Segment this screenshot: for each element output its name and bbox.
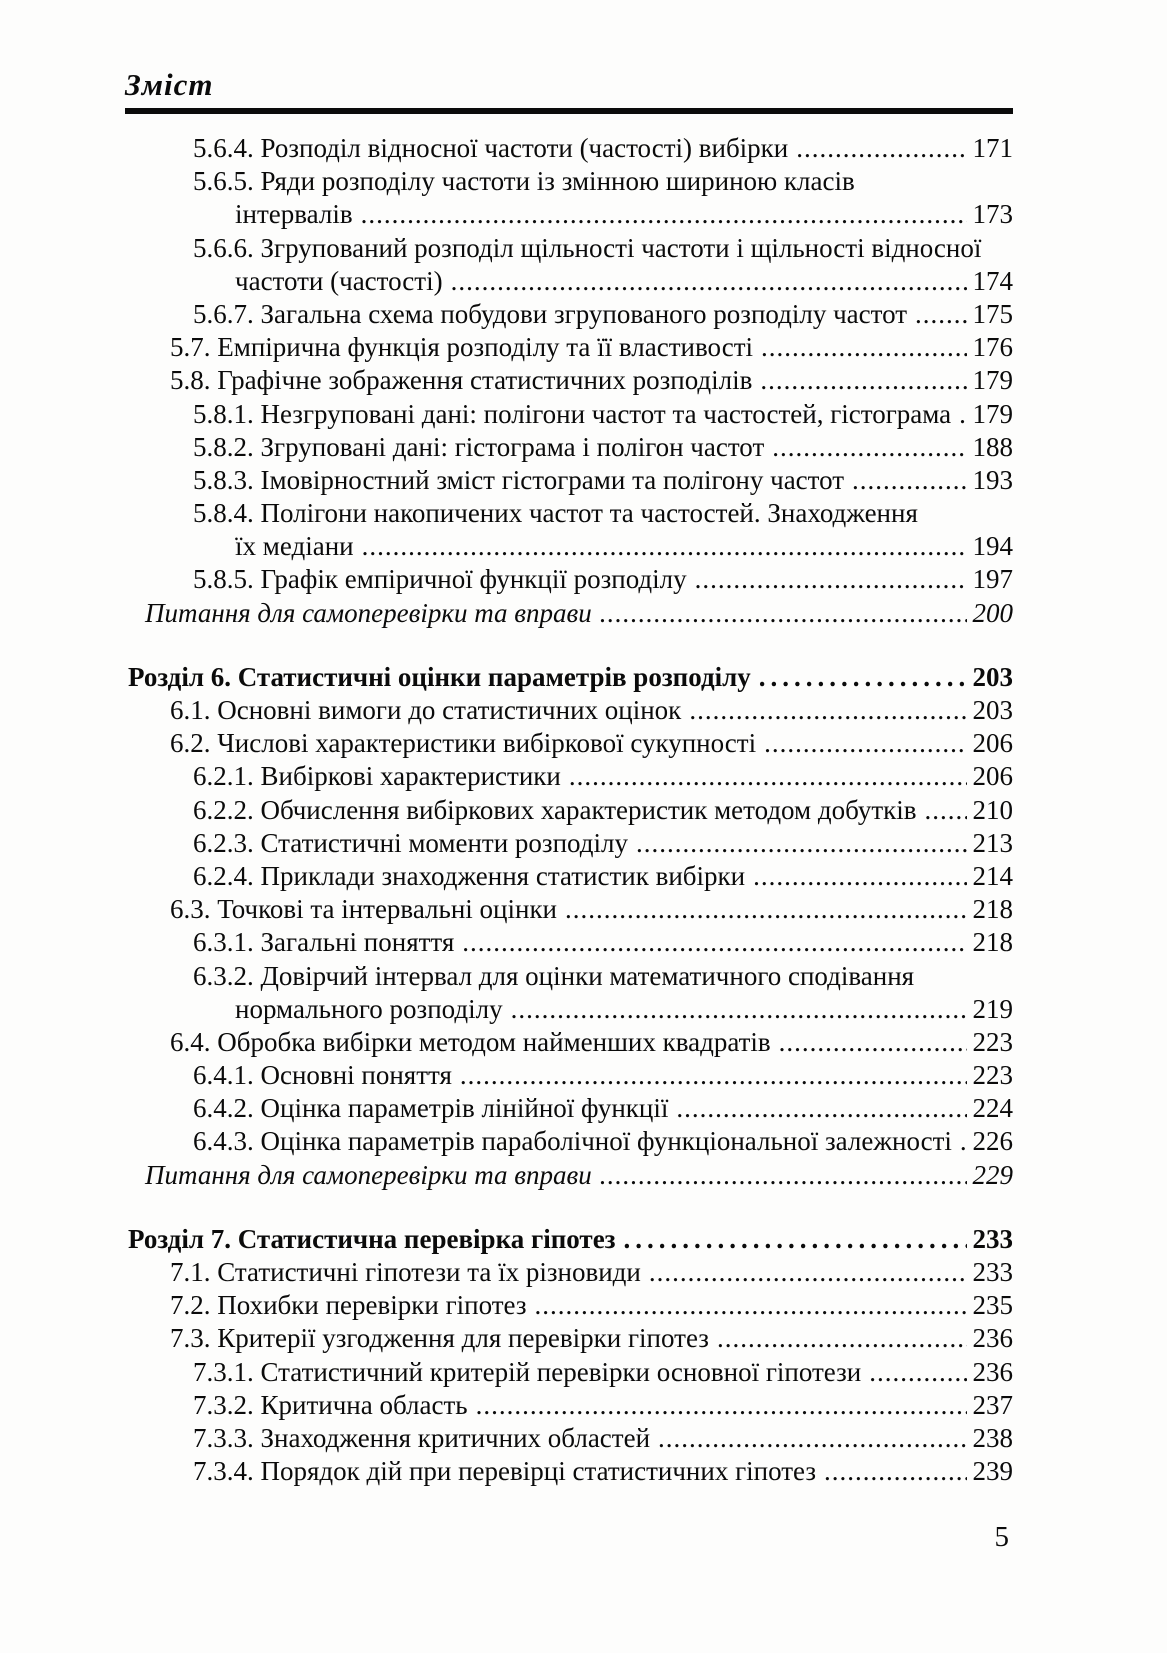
toc-entry-label: 6.3.2. Довірчий інтервал для оцінки математичного сподівання [193,960,915,991]
dot-leader [676,1092,966,1125]
dot-leader [511,993,967,1026]
dot-leader [624,1223,967,1256]
toc-entry-label: 6.2.2. Обчислення вибіркових характеристик методом добутків [193,794,917,825]
toc-entry [125,597,1013,630]
toc-entry [125,431,1013,464]
dot-leader [689,694,966,727]
toc-entry [125,530,1013,563]
toc-entry-label: 5.8.3. Імовірностний зміст гістограми та полігону частот [193,464,845,495]
toc-entry-label: 7.3. Критерії узгодження для перевірки гіпотез [170,1323,709,1354]
dot-leader [649,1256,967,1289]
toc-entry-label: Питання для самоперевірки та вправи [145,1159,592,1190]
toc-entry-label: 5.6.5. Ряди розподілу частоти із змінною шириною класів [193,166,855,197]
toc-entry-label: 6.4. Обробка вибірки методом найменших квадратів [170,1026,771,1057]
dot-leader [460,1059,967,1092]
dot-leader [569,760,967,793]
dot-leader [636,827,967,860]
toc-entry-label: 5.7. Емпірична функція розподілу та її властивості [170,332,754,363]
toc-entry [125,265,1013,298]
toc-entry-label: 7.3.2. Критична область [193,1389,468,1420]
toc-entry [125,464,1013,497]
dot-leader [959,398,966,431]
toc-entry-page-number: 218 [972,927,1013,958]
toc-entry-page-number: 179 [972,398,1013,429]
toc-entry [125,165,1013,198]
toc-entry-page-number: 210 [972,794,1013,825]
dot-leader [915,298,966,331]
toc-entry [125,694,1013,727]
dot-leader [869,1356,966,1389]
toc-entry-label: Розділ 6. Статистичні оцінки параметрів розподілу [128,661,751,692]
toc-entry [125,1092,1013,1125]
toc-entry [125,960,1013,993]
toc-entry-label: 5.8.1. Незгруповані дані: полігони частот та частостей, гістограма [193,398,952,429]
toc-entry-label: 5.6.6. Згрупований розподіл щільності частоти і щільності відносної [193,232,982,263]
toc-entry [125,926,1013,959]
toc-entry-label: нормального розподілу [235,993,503,1024]
toc-entry-page-number: 175 [972,298,1013,329]
dot-leader [796,132,966,165]
dot-leader [717,1322,967,1355]
toc-entry [125,132,1013,165]
dot-leader [476,1389,967,1422]
toc-entry-page-number: 238 [972,1422,1013,1453]
toc-entry-label: Розділ 7. Статистична перевірка гіпотез [128,1223,616,1254]
toc-entry-page-number: 173 [972,199,1013,230]
toc-entry-page-number: 235 [972,1290,1013,1321]
toc-entry-page-number: 179 [972,365,1013,396]
toc-entry [125,1422,1013,1455]
toc-entry-page-number: 213 [972,827,1013,858]
toc-entry-page-number: 223 [972,1026,1013,1057]
toc-entry-page-number: 206 [972,761,1013,792]
toc-entry-label: 7.1. Статистичні гіпотези та їх різновиди [170,1257,641,1287]
toc-entry [125,760,1013,793]
toc-entry-label: 6.4.2. Оцінка параметрів лінійної функції [193,1093,669,1124]
toc-entry-label: 6.3.1. Загальні поняття [193,927,455,958]
toc-entry-label: 5.8.5. Графік емпіричної функції розподілу [193,564,687,595]
toc-entry [125,298,1013,331]
toc-entry [125,364,1013,397]
toc-entry-page-number: 171 [972,133,1013,163]
dot-leader [451,265,967,298]
toc-entry [125,497,1013,530]
toc-entry-label: 6.4.1. Основні поняття [193,1060,452,1091]
toc-entry [125,1389,1013,1422]
dot-leader [600,1159,967,1192]
toc-entry-label: 6.1. Основні вимоги до статистичних оцінок [170,695,682,725]
dot-leader [824,1455,966,1488]
toc-entry-page-number: 218 [972,894,1013,925]
toc-entry [125,198,1013,231]
toc-entry [125,794,1013,827]
dot-leader [362,530,967,563]
dot-leader [960,1125,967,1158]
toc-entry-label: інтервалів [235,199,353,230]
toc-entry [125,1059,1013,1092]
header-rule [125,108,1013,114]
toc-entry [125,563,1013,596]
dot-leader [695,563,967,596]
toc-entry-page-number: 203 [972,695,1013,725]
toc-entry-page-number: 193 [972,464,1013,495]
page-number: 5 [994,1521,1009,1553]
toc-chapter-entry [125,661,1013,694]
dot-leader [600,597,967,630]
toc-entry-label: їх медіани [235,531,354,562]
toc-entry-label: 6.2. Числові характеристики вибіркової сукупності [170,728,757,759]
toc-entry-page-number: 223 [972,1060,1013,1091]
toc-entry-label: 7.3.1. Статистичний критерій перевірки основної гіпотези [193,1356,862,1387]
toc-entry [125,727,1013,760]
toc-entry-label: 7.3.3. Знаходження критичних областей [193,1422,651,1453]
toc-entry-label: Питання для самоперевірки та вправи [145,597,592,628]
toc-entry [125,1026,1013,1059]
toc-entry-label: 6.2.4. Приклади знаходження статистик вибірки [193,860,746,891]
toc-entry-page-number: 233 [972,1223,1013,1254]
dot-leader [753,860,966,893]
toc-entry [125,1289,1013,1322]
dot-leader [760,364,966,397]
toc-entry [125,993,1013,1026]
toc-entry [125,398,1013,431]
dot-leader [925,794,967,827]
toc-entry-page-number: 236 [972,1323,1013,1354]
toc-entry-label: 5.6.7. Загальна схема побудови згрупованого розподілу частот [193,298,908,329]
toc-entry-label: 5.8. Графічне зображення статистичних розподілів [170,365,753,396]
toc-entry-label: 6.3. Точкові та інтервальні оцінки [170,894,558,925]
toc-entry-page-number: 197 [972,564,1013,595]
page-title: Зміст [125,67,214,102]
toc-entry-page-number: 214 [972,860,1013,891]
toc-entry [125,1125,1013,1158]
dot-leader [772,431,966,464]
dot-leader [658,1422,966,1455]
toc-entry-page-number: 229 [972,1159,1013,1190]
toc-entry [125,331,1013,364]
toc-entry-page-number: 176 [972,332,1013,363]
toc-entry [125,1159,1013,1192]
toc-entry-page-number: 237 [972,1389,1013,1420]
toc-entry-page-number: 200 [972,597,1013,628]
dot-leader [764,727,966,760]
toc-entry-label: 6.2.1. Вибіркові характеристики [193,761,561,792]
dot-leader [852,464,966,497]
toc-entry-label: 6.2.3. Статистичні моменти розподілу [193,827,628,858]
toc-entry-page-number: 226 [972,1126,1013,1157]
toc-entry [125,1256,1013,1289]
toc-entry-page-number: 188 [972,431,1013,462]
dot-leader [761,331,966,364]
dot-leader [361,198,967,231]
toc-entry [125,232,1013,265]
dot-leader [759,661,967,694]
toc-entry-page-number: 239 [972,1456,1013,1487]
toc-entry-page-number: 174 [972,265,1013,296]
toc-entry-label: 5.8.4. Полігони накопичених частот та частостей. Знаходження [193,498,918,529]
toc-entry-label: 7.3.4. Порядок дій при перевірці статистичних гіпотез [193,1456,817,1487]
toc-entry [125,860,1013,893]
toc-entry [125,1356,1013,1389]
toc-entry-label: 5.8.2. Згруповані дані: гістограма і полігон частот [193,431,765,462]
page-header [125,68,1013,114]
dot-leader [565,893,966,926]
toc-entry-page-number: 224 [972,1093,1013,1124]
toc-entry [125,893,1013,926]
dot-leader [535,1289,967,1322]
toc-entry-label: 5.6.4. Розподіл відносної частоти (частості) вибірки [193,133,789,163]
toc-entry-label: 6.4.3. Оцінка параметрів параболічної функціональної залежності [193,1126,952,1157]
dot-leader [779,1026,967,1059]
dot-leader [462,926,966,959]
toc-entry [125,1455,1013,1488]
toc-entry-page-number: 219 [972,993,1013,1024]
toc-entry-label: 7.2. Похибки перевірки гіпотез [170,1290,527,1321]
toc-chapter-entry [125,1223,1013,1256]
toc-entry [125,827,1013,860]
toc-list [125,132,1013,1488]
toc-entry-page-number: 194 [972,531,1013,562]
toc-entry-page-number: 233 [972,1257,1013,1287]
toc-entry-page-number: 206 [972,728,1013,759]
toc-entry [125,1322,1013,1355]
toc-entry-page-number: 203 [972,661,1013,692]
toc-entry-page-number: 236 [972,1356,1013,1387]
toc-entry-label: частоти (частості) [235,265,443,296]
